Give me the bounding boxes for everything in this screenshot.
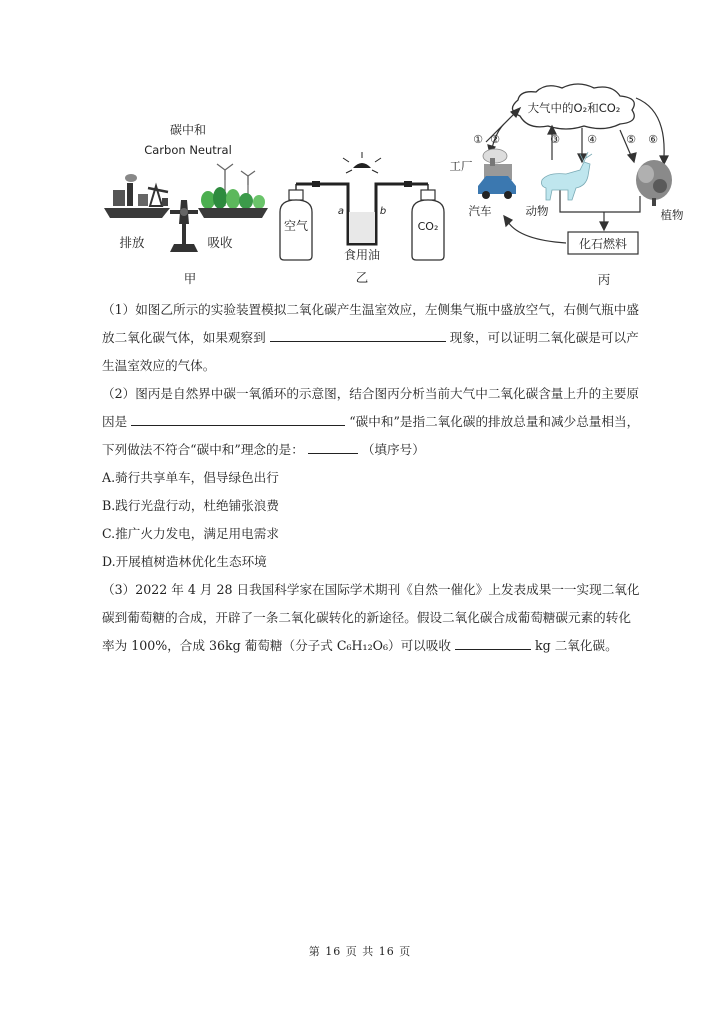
q2-answer-blank-1[interactable] [131, 411, 345, 426]
q2-option-b: B.践行光盘行动，杜绝铺张浪费 [102, 498, 279, 513]
figure-yi [280, 152, 444, 285]
jia-caption: 甲 [183, 271, 197, 286]
trees-absorb-icon [201, 164, 265, 209]
arrow-label-3: ③ [550, 133, 560, 146]
jia-left-label: 排放 [119, 235, 145, 250]
q2-text-1: （2）图丙是自然界中碳一氧循环的示意图，结合图丙分析当前大气中二氧化碳含量上升的主要原因是 [102, 386, 639, 429]
q2-text-3: （填序号） [361, 442, 425, 457]
deer-icon [542, 152, 593, 200]
bing-caption: 丙 [597, 272, 611, 287]
bing-atmosphere: 大气中的O₂和CO₂ [527, 101, 621, 115]
figure-bing [450, 84, 684, 287]
page-footer: 第 16 页 共 16 页 [308, 945, 412, 958]
q3-answer-blank[interactable] [455, 635, 531, 650]
figure-area [0, 0, 720, 300]
q1-text-2: 现象，可以证明二氧化碳是可以产生温室效应的气体。 [102, 330, 639, 373]
arrow-label-2: ② [490, 133, 500, 146]
yi-right-bottle: CO₂ [417, 220, 439, 233]
arrow-label-5: ⑤ [626, 133, 636, 146]
q2-option-c: C.推广火力发电，满足用电需求 [102, 526, 279, 541]
jia-right-label: 吸收 [207, 235, 233, 250]
yi-point-b: b [379, 206, 387, 217]
q3-text-1: （3）2022 年 4 月 28 日我国科学家在国际学术期刊《自然一催化》上发表成果一一实现二氧化碳到葡萄糖的合成，开辟了一条二氧化碳转化的新途径。假设二氧化碳合成葡萄糖碳元素的转化率为 100%，合成 36kg 葡萄糖（分子式 C₆H₁₂O₆）可以吸收 [102, 582, 640, 653]
lamp-icon [343, 152, 381, 173]
yi-point-a: a [337, 206, 345, 217]
question-1 [102, 296, 642, 380]
jia-subtitle: Carbon Neutral [144, 143, 232, 157]
bing-factory: 工厂 [449, 159, 473, 173]
question-content [102, 296, 642, 660]
jia-title: 碳中和 [169, 123, 207, 137]
question-3 [102, 576, 642, 660]
yi-caption: 乙 [355, 270, 369, 285]
q2-option-d: D.开展植树造林优化生态环境 [102, 554, 267, 569]
arrow-label-4: ④ [587, 133, 597, 146]
arrow-label-6: ⑥ [648, 133, 658, 146]
plant-icon [636, 160, 672, 206]
q2-option-a: A.骑行共享单车，倡导绿色出行 [102, 470, 279, 485]
q3-text-2: kg 二氧化碳。 [535, 638, 618, 653]
factory-emission-icon [113, 174, 168, 206]
arrow-label-1: ① [473, 133, 483, 146]
q1-text-1: （1）如图乙所示的实验装置模拟二氧化碳产生温室效应，左侧集气瓶中盛放空气，右侧气瓶中盛放二氧化碳气体，如果观察到 [102, 302, 639, 345]
u-tube [296, 181, 428, 244]
factory-car-icon [478, 149, 516, 199]
yi-left-bottle: 空气 [283, 219, 309, 233]
q2-answer-blank-2[interactable] [308, 439, 358, 454]
bing-fossil: 化石燃料 [578, 237, 628, 251]
question-2 [102, 380, 642, 464]
bing-car: 汽车 [468, 204, 492, 218]
figure-jia [104, 122, 268, 286]
q1-answer-blank[interactable] [270, 327, 446, 342]
q2-text-2: “碳中和”是指二氧化碳的排放总量和减少总量相当，下列做法不符合“碳中和”理念的是： [102, 414, 640, 457]
bing-plant: 植物 [660, 208, 684, 222]
yi-liquid-label: 食用油 [343, 248, 381, 262]
bing-animal: 动物 [525, 204, 549, 218]
